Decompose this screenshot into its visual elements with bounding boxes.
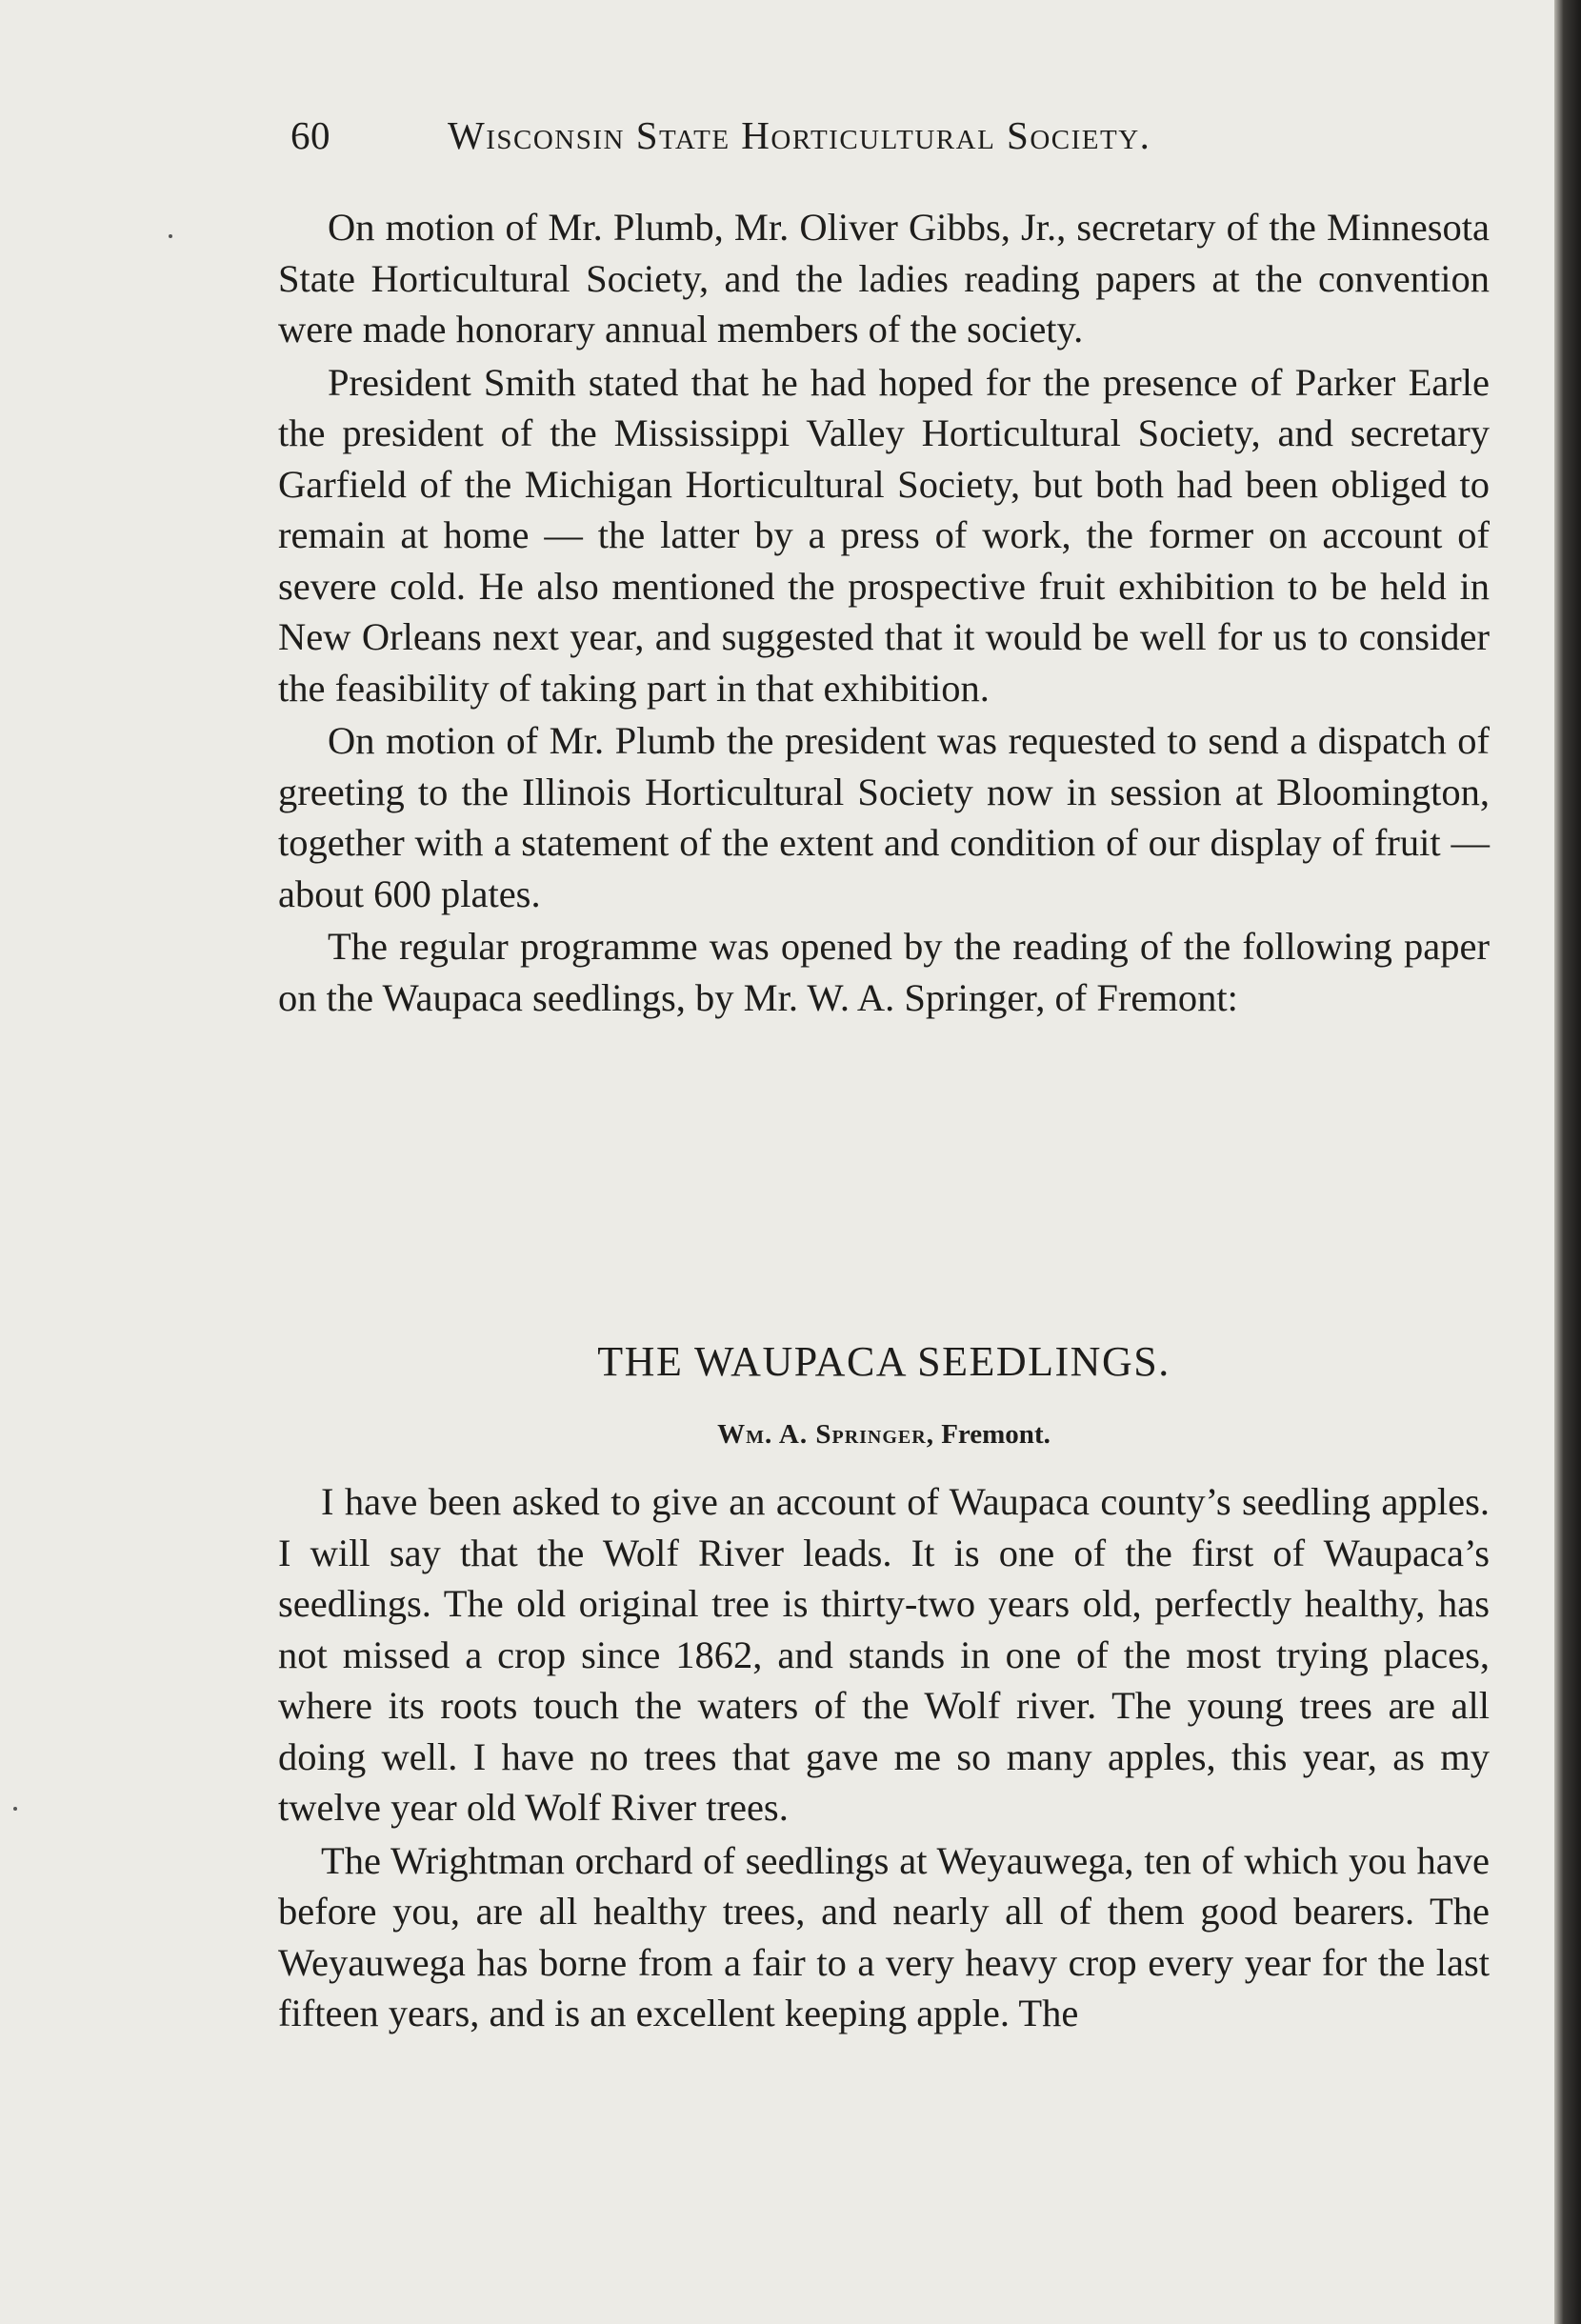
- page-edge-shadow: [1554, 0, 1581, 2324]
- scan-speck: [169, 234, 172, 238]
- article-title: THE WAUPACA SEEDLINGS.: [597, 1338, 1171, 1385]
- running-title: Wisconsin State Horticultural Society.: [448, 113, 1151, 157]
- page-number: 60: [290, 113, 330, 157]
- paragraph: The regular programme was opened by the reading of the following paper on the Waupaca seedlings, by Mr. W. A. Springer, of Fremont:: [278, 925, 1490, 1019]
- paragraph: On motion of Mr. Plumb, Mr. Oliver Gibbs, Jr., secretary of the Minnesota State Horticultural Society, and the ladies reading papers at the convention were made honorary annual members of the society.: [278, 206, 1490, 351]
- intro-text: [278, 202, 1490, 1023]
- paragraph: I have been asked to give an account of Waupaca county’s seedling apples. I will say that the Wolf River leads. It is one of the first of Waupaca’s seedlings. The old original tree is thirty-two years old, perfectly healthy, has not missed a crop since 1862, and stands in one of the most trying places, where its roots touch the waters of the Wolf river. The young trees are all doing well. I have no trees that gave me so many apples, this year, as my twelve year old Wolf River trees.: [278, 1480, 1490, 1829]
- scan-speck: [13, 1807, 17, 1811]
- byline: [278, 1419, 1490, 1451]
- paragraph: President Smith stated that he had hoped for the presence of Parker Earle the president of the Mississippi Valley Horticultural Society, and secretary Garfield of the Michigan Horticultural Society, but both had been obliged to remain at home — the latter by a press of work, the former on account of severe cold. He also mentioned the prospective fruit exhibition to be held in New Orleans next year, and suggested that it would be well for us to consider the feasibility of taking part in that exhibition.: [278, 360, 1490, 710]
- article-text: [278, 1476, 1490, 2039]
- paragraph: On motion of Mr. Plumb the president was requested to send a dispatch of greeting to the Illinois Horticultural Society now in session at Bloomington, together with a statement of the extent and condition of our display of fruit — about 600 plates.: [278, 719, 1490, 915]
- byline-author: Wm. A. Springer,: [717, 1419, 934, 1450]
- byline-place: Fremont.: [941, 1419, 1051, 1450]
- paragraph: The Wrightman orchard of seedlings at Weyauwega, ten of which you have before you, are all healthy trees, and nearly all of them good bearers. The Weyauwega has borne from a fair to a very heavy crop every year for the last fifteen years, and is an excellent keeping apple. The: [278, 1838, 1490, 2034]
